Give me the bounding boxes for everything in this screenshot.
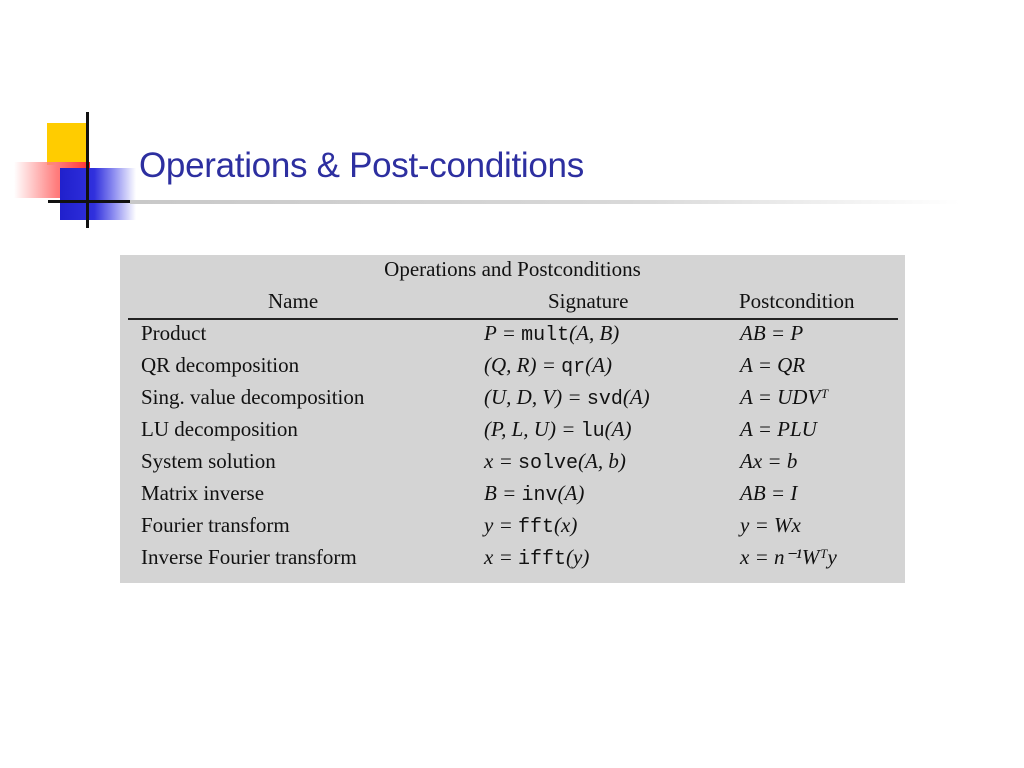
- sig-function: lu: [580, 420, 605, 443]
- sig-args: (A): [622, 385, 650, 409]
- logo-vertical-line: [86, 112, 89, 228]
- cell-name: Sing. value decomposition: [141, 385, 365, 409]
- table-row: [120, 321, 905, 353]
- logo-blue-square: [60, 168, 136, 220]
- cell-postcondition: AB = I: [740, 481, 798, 505]
- cell-name: System solution: [141, 449, 276, 473]
- cell-signature: [484, 385, 650, 411]
- sig-function: fft: [518, 516, 555, 539]
- header-name: Name: [268, 289, 319, 313]
- sig-function: inv: [521, 484, 558, 507]
- table-row: [120, 385, 905, 417]
- cell-signature: [484, 481, 584, 507]
- cell-name: Product: [141, 321, 207, 345]
- slide-logo-decoration: [0, 0, 140, 240]
- table-row: [120, 449, 905, 481]
- sig-args: (A, b): [578, 449, 626, 473]
- cell-postcondition: AB = P: [740, 321, 804, 345]
- sig-pre: (U, D, V) =: [484, 385, 587, 409]
- cell-name: Fourier transform: [141, 513, 290, 537]
- table-row: [120, 481, 905, 513]
- logo-horizontal-line: [48, 200, 140, 203]
- cell-signature: [484, 321, 619, 347]
- sig-pre: y =: [484, 513, 518, 537]
- table-row: [120, 545, 905, 577]
- sig-args: (A): [557, 481, 585, 505]
- sig-args: (y): [566, 545, 590, 569]
- sig-function: ifft: [518, 548, 567, 571]
- table-caption: Operations and Postconditions: [384, 257, 641, 281]
- cell-name: Matrix inverse: [141, 481, 265, 505]
- sig-function: solve: [518, 452, 579, 475]
- cell-name: QR decomposition: [141, 353, 300, 377]
- cell-signature: [484, 513, 577, 539]
- title-underline: [130, 200, 960, 204]
- cell-signature: [484, 353, 612, 379]
- table-row: [120, 353, 905, 385]
- sig-function: svd: [586, 388, 623, 411]
- cell-signature: [484, 545, 589, 571]
- logo-yellow-square: [47, 123, 89, 165]
- sig-pre: (Q, R) =: [484, 353, 562, 377]
- sig-args: (x): [554, 513, 578, 537]
- table-row: [120, 513, 905, 545]
- header-signature: Signature: [548, 289, 629, 313]
- sig-pre: B =: [484, 481, 522, 505]
- table-row: [120, 417, 905, 449]
- cell-postcondition: Ax = b: [740, 449, 798, 473]
- sig-args: (A): [585, 353, 612, 377]
- header-rule: [128, 318, 898, 320]
- cell-postcondition: A = QR: [740, 353, 806, 377]
- cell-postcondition: A = PLU: [740, 417, 817, 441]
- cell-postcondition: A = UDVᵀ: [740, 385, 829, 409]
- sig-function: qr: [561, 356, 586, 379]
- cell-postcondition: y = Wx: [740, 513, 801, 537]
- sig-pre: x =: [484, 449, 518, 473]
- sig-args: (A, B): [569, 321, 620, 345]
- operations-table: [120, 255, 905, 583]
- sig-args: (A): [604, 417, 632, 441]
- cell-signature: [484, 417, 631, 443]
- cell-name: LU decomposition: [141, 417, 298, 441]
- cell-postcondition: x = n⁻¹Wᵀy: [740, 545, 837, 569]
- sig-pre: x =: [484, 545, 518, 569]
- sig-pre: P =: [484, 321, 522, 345]
- sig-pre: (P, L, U) =: [484, 417, 581, 441]
- slide-title: Operations & Post-conditions: [139, 146, 584, 185]
- cell-name: Inverse Fourier transform: [141, 545, 357, 569]
- header-postcondition: Postcondition: [739, 289, 855, 313]
- sig-function: mult: [521, 324, 570, 347]
- cell-signature: [484, 449, 626, 475]
